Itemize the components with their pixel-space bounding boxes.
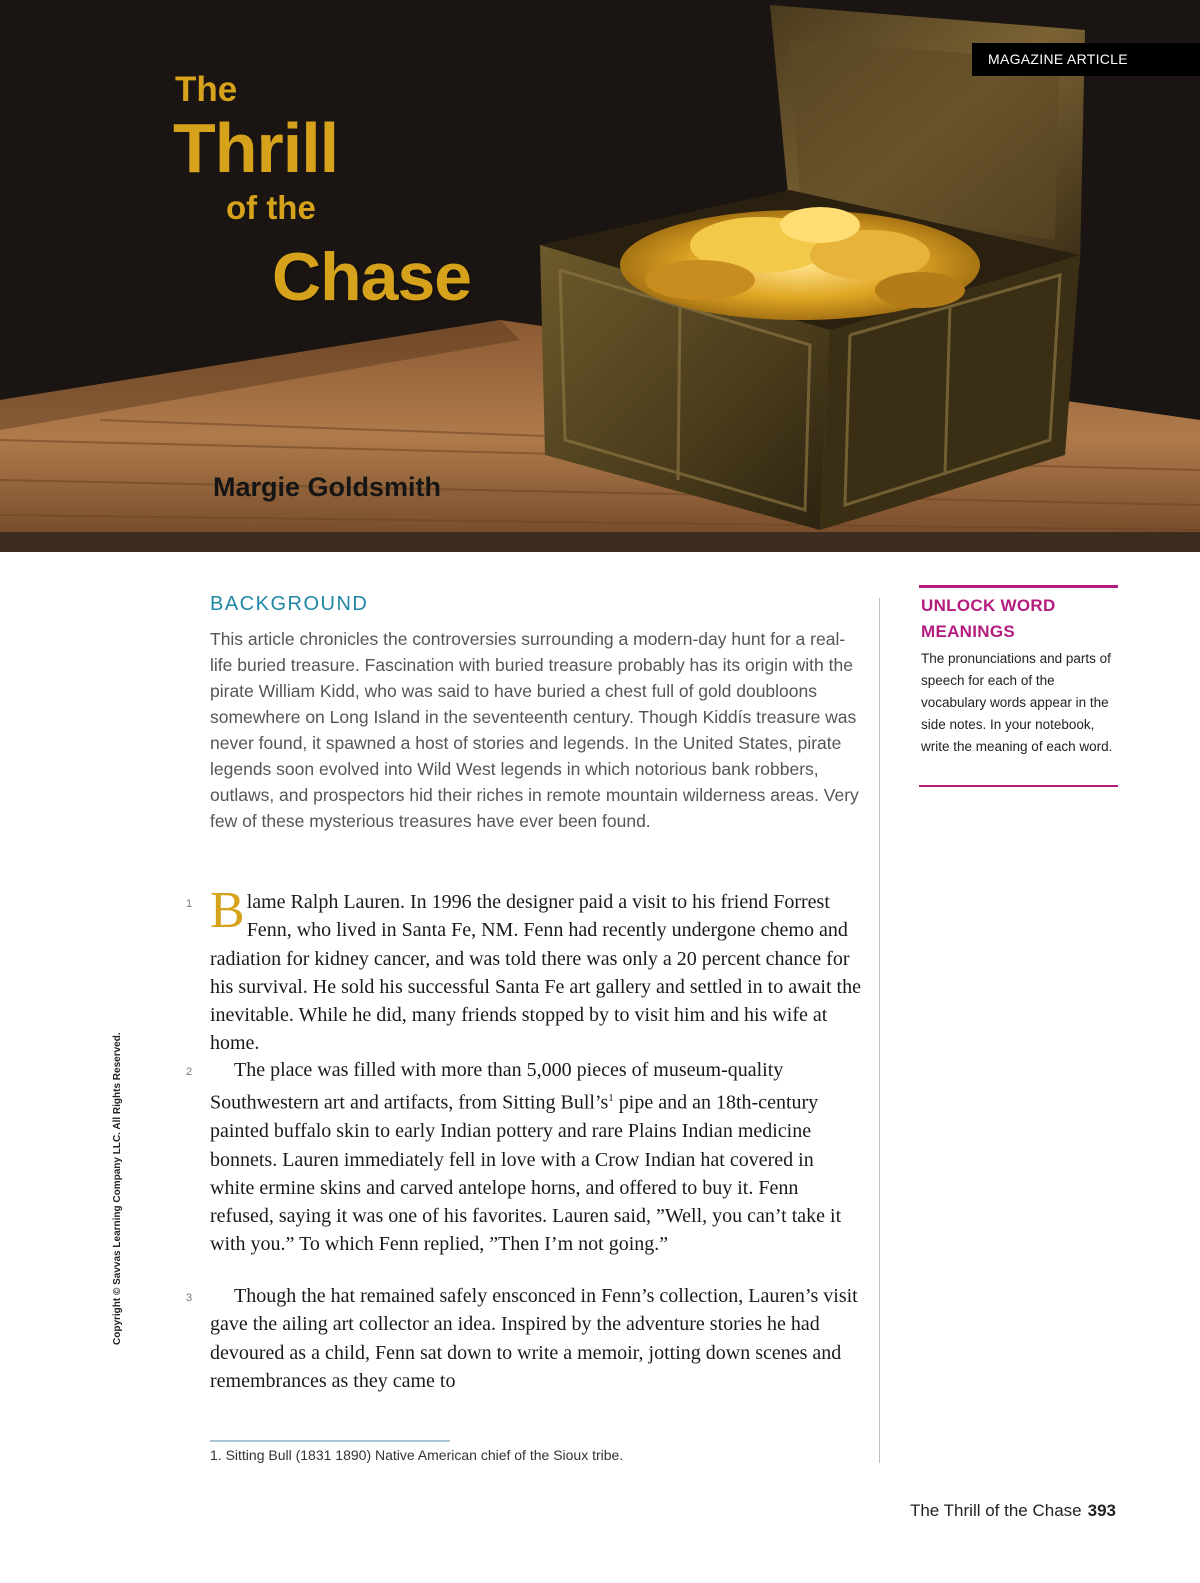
footnote-divider: [210, 1440, 450, 1442]
title-thrill: Thrill: [173, 109, 339, 187]
article-type-tag: MAGAZINE ARTICLE: [972, 43, 1200, 76]
background-heading: BACKGROUND: [210, 593, 369, 615]
footer-title: The Thrill of the Chase: [909, 1501, 1082, 1520]
paragraph-text: lame Ralph Lauren. In 1996 the designer paid a visit to his friend Forrest Fenn, who lived in Santa Fe, NM. Fenn had recently undergone chemo and radiation for kidney cancer, and was told there was only a 20 percent chance for his survival. He sold his successful Santa Fe art gallery and settled in to await the inevitable. While he did, many friends stopped by to visit him and his wife at home.: [210, 891, 861, 1055]
paragraph-number: 1: [186, 898, 193, 910]
paragraph-text: The place was filled with more than 5,000 pieces of museum-quality Southwestern art and artifacts, from Sitting Bull’s: [210, 1059, 784, 1114]
title-the: The: [175, 70, 238, 109]
footnote-reference[interactable]: 1: [608, 1092, 614, 1105]
column-divider: [879, 598, 880, 1463]
paragraph-text: pipe and an 18th-century painted buffalo skin to early Indian pottery and rare Plains Indian medicine bonnets. Lauren immediately fell in love with a Crow Indian hat covered in white ermine skins and carved antelope horns, and offered to buy it. Fenn refused, saying it was one of his favorites. Lauren said, ”Well, you can’t take it with you.” To which Fenn replied, ”Then I’m not going.”: [210, 1091, 842, 1256]
drop-cap: B: [210, 882, 245, 939]
article-paragraph: [210, 1056, 862, 1259]
paragraph-number: 2: [186, 1066, 193, 1078]
title-chase: Chase: [272, 239, 472, 315]
hero-image: [0, 0, 1200, 552]
sidebar-text: The pronunciations and parts of speech for each of the vocabulary words appear in the side notes. In your notebook, write the meaning of each word.: [921, 651, 1113, 754]
author-name: Margie Goldsmith: [213, 472, 442, 502]
article-paragraph: Though the hat remained safely ensconced in Fenn’s collection, Lauren’s visit gave the ailing art collector an idea. Inspired by the adventure stories he had devoured as a child, Fenn sat down to write a memoir, jotting down scenes and remembrances as they came to: [210, 1285, 858, 1392]
sidebar-title: UNLOCK WORD MEANINGS: [921, 596, 1056, 641]
sidebar-bottom-rule: [919, 785, 1118, 787]
page-number: 393: [1087, 1501, 1116, 1520]
copyright-notice: Copyright © Savvas Learning Company LLC. All Rights Reserved.: [112, 1032, 123, 1345]
article-paragraph: [210, 882, 862, 1058]
page-footer: [910, 1501, 1116, 1521]
background-text: This article chronicles the controversies surrounding a modern-day hunt for a real-life buried treasure. Fascination with buried treasure probably has its origin with the pirate William Kidd, who was said to have buried a chest full of gold doubloons somewhere on Long Island in the seventeenth century. Though Kiddís treasure was never found, it spawned a host of stories and legends. In the United States, pirate legends soon evolved into Wild West legends in which notorious bank robbers, outlaws, and prospectors hid their riches in remote mountain wilderness areas. Very few of these mysterious treasures have ever been found.: [210, 629, 859, 831]
paragraph-number: 3: [186, 1292, 193, 1304]
sidebar-top-rule: [919, 585, 1118, 588]
footnote: 1. Sitting Bull (1831 1890) Native American chief of the Sioux tribe.: [210, 1447, 624, 1463]
title-of-the: of the: [226, 189, 316, 226]
